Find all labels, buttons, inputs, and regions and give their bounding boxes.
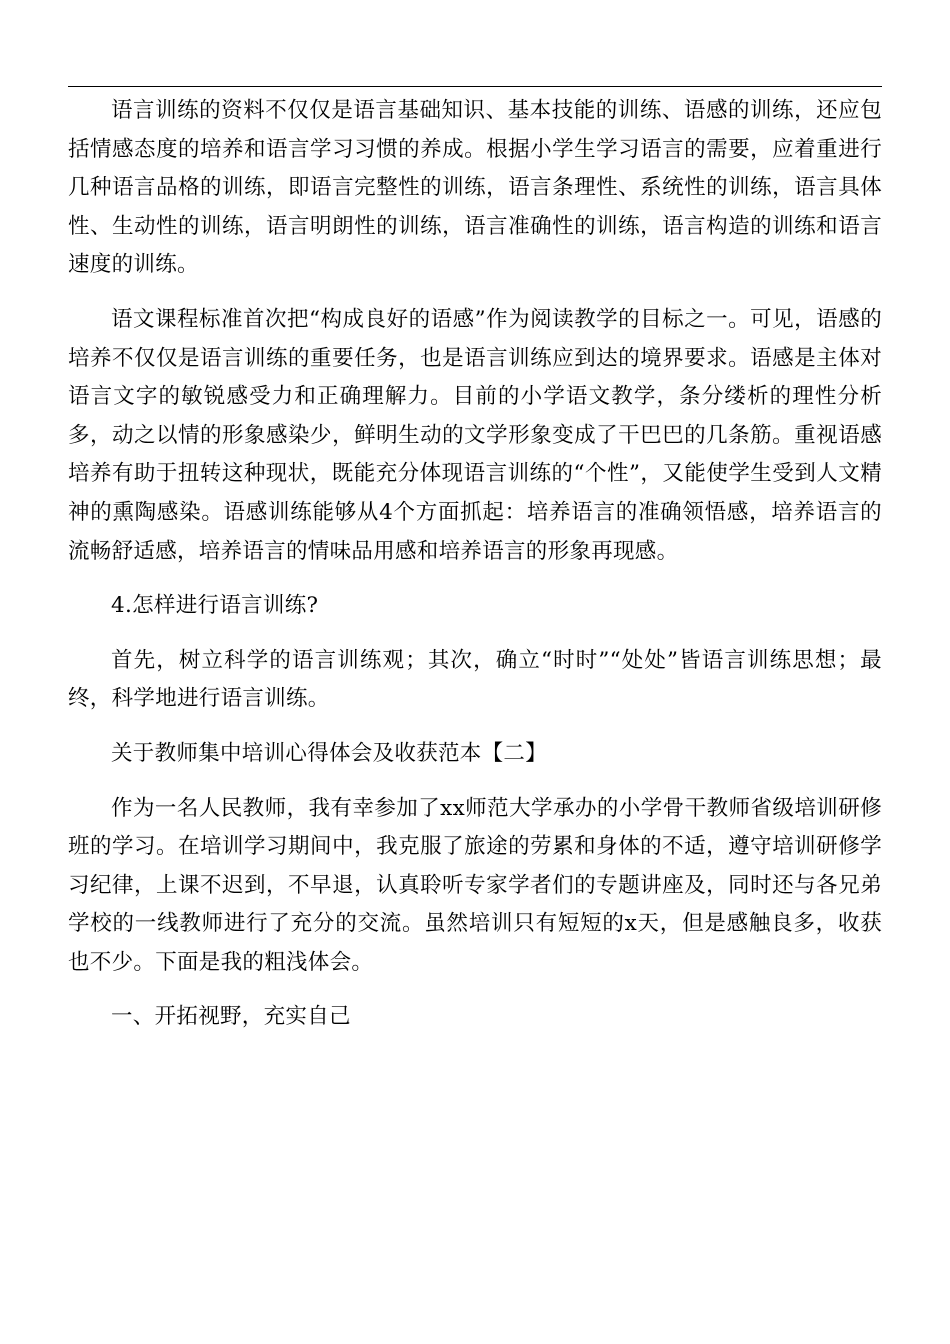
paragraph-language-training-content: 语言训练的资料不仅仅是语言基础知识、基本技能的训练、语感的训练，还应包括情感态度的培养和语言学习习惯的养成。根据小学生学习语言的需要，应着重进行几种语言品格的训练，即语言完整性的训练，语言条理性、系统性的训练，语言具体性、生动性的训练，语言明朗性的训练，语言准确性的训练，语言构造的训练和语言速度的训练。: [68, 98, 882, 278]
paragraph-training-experience: 作为一名人民教师，我有幸参加了xx师范大学承办的小学骨干教师省级培训研修班的学习。在培训学习期间中，我克服了旅途的劳累和身体的不适，遵守培训研修学习纪律，上课不迟到，不早退，认真聆听专家学者们的专题讲座及，同时还与各兄弟学校的一线教师进行了充分的交流。虽然培训只有短短的x天，但是感触良多，收获也不少。下面是我的粗浅体会。: [68, 795, 882, 975]
paragraph-training-steps: 首先，树立科学的语言训练观；其次，确立“时时”“处处”皆语言训练思想；最终，科学地进行语言训练。: [68, 647, 882, 712]
paragraph-how-to-train-heading: 4.怎样进行语言训练?: [111, 593, 319, 619]
section-title-part-two: 关于教师集中培训心得体会及收获范本【二】: [111, 740, 548, 766]
document-body: [68, 92, 882, 1053]
header-rule: [68, 86, 882, 87]
section-heading-broaden-horizons: 一、开拓视野，充实自己: [111, 1004, 351, 1030]
paragraph-language-sense: 语文课程标准首次把“构成良好的语感”作为阅读教学的目标之一。可见，语感的培养不仅仅是语言训练的重要任务，也是语言训练应到达的境界要求。语感是主体对语言文字的敏锐感受力和正确理解力。目前的小学语文教学，条分缕析的理性分析多，动之以情的形象感染少，鲜明生动的文学形象变成了干巴巴的几条筋。重视语感培养有助于扭转这种现状，既能充分体现语言训练的“个性”，又能使学生受到人文精神的熏陶感染。语感训练能够从4个方面抓起：培养语言的准确领悟感，培养语言的流畅舒适感，培养语言的情味品用感和培养语言的形象再现感。: [68, 306, 882, 564]
